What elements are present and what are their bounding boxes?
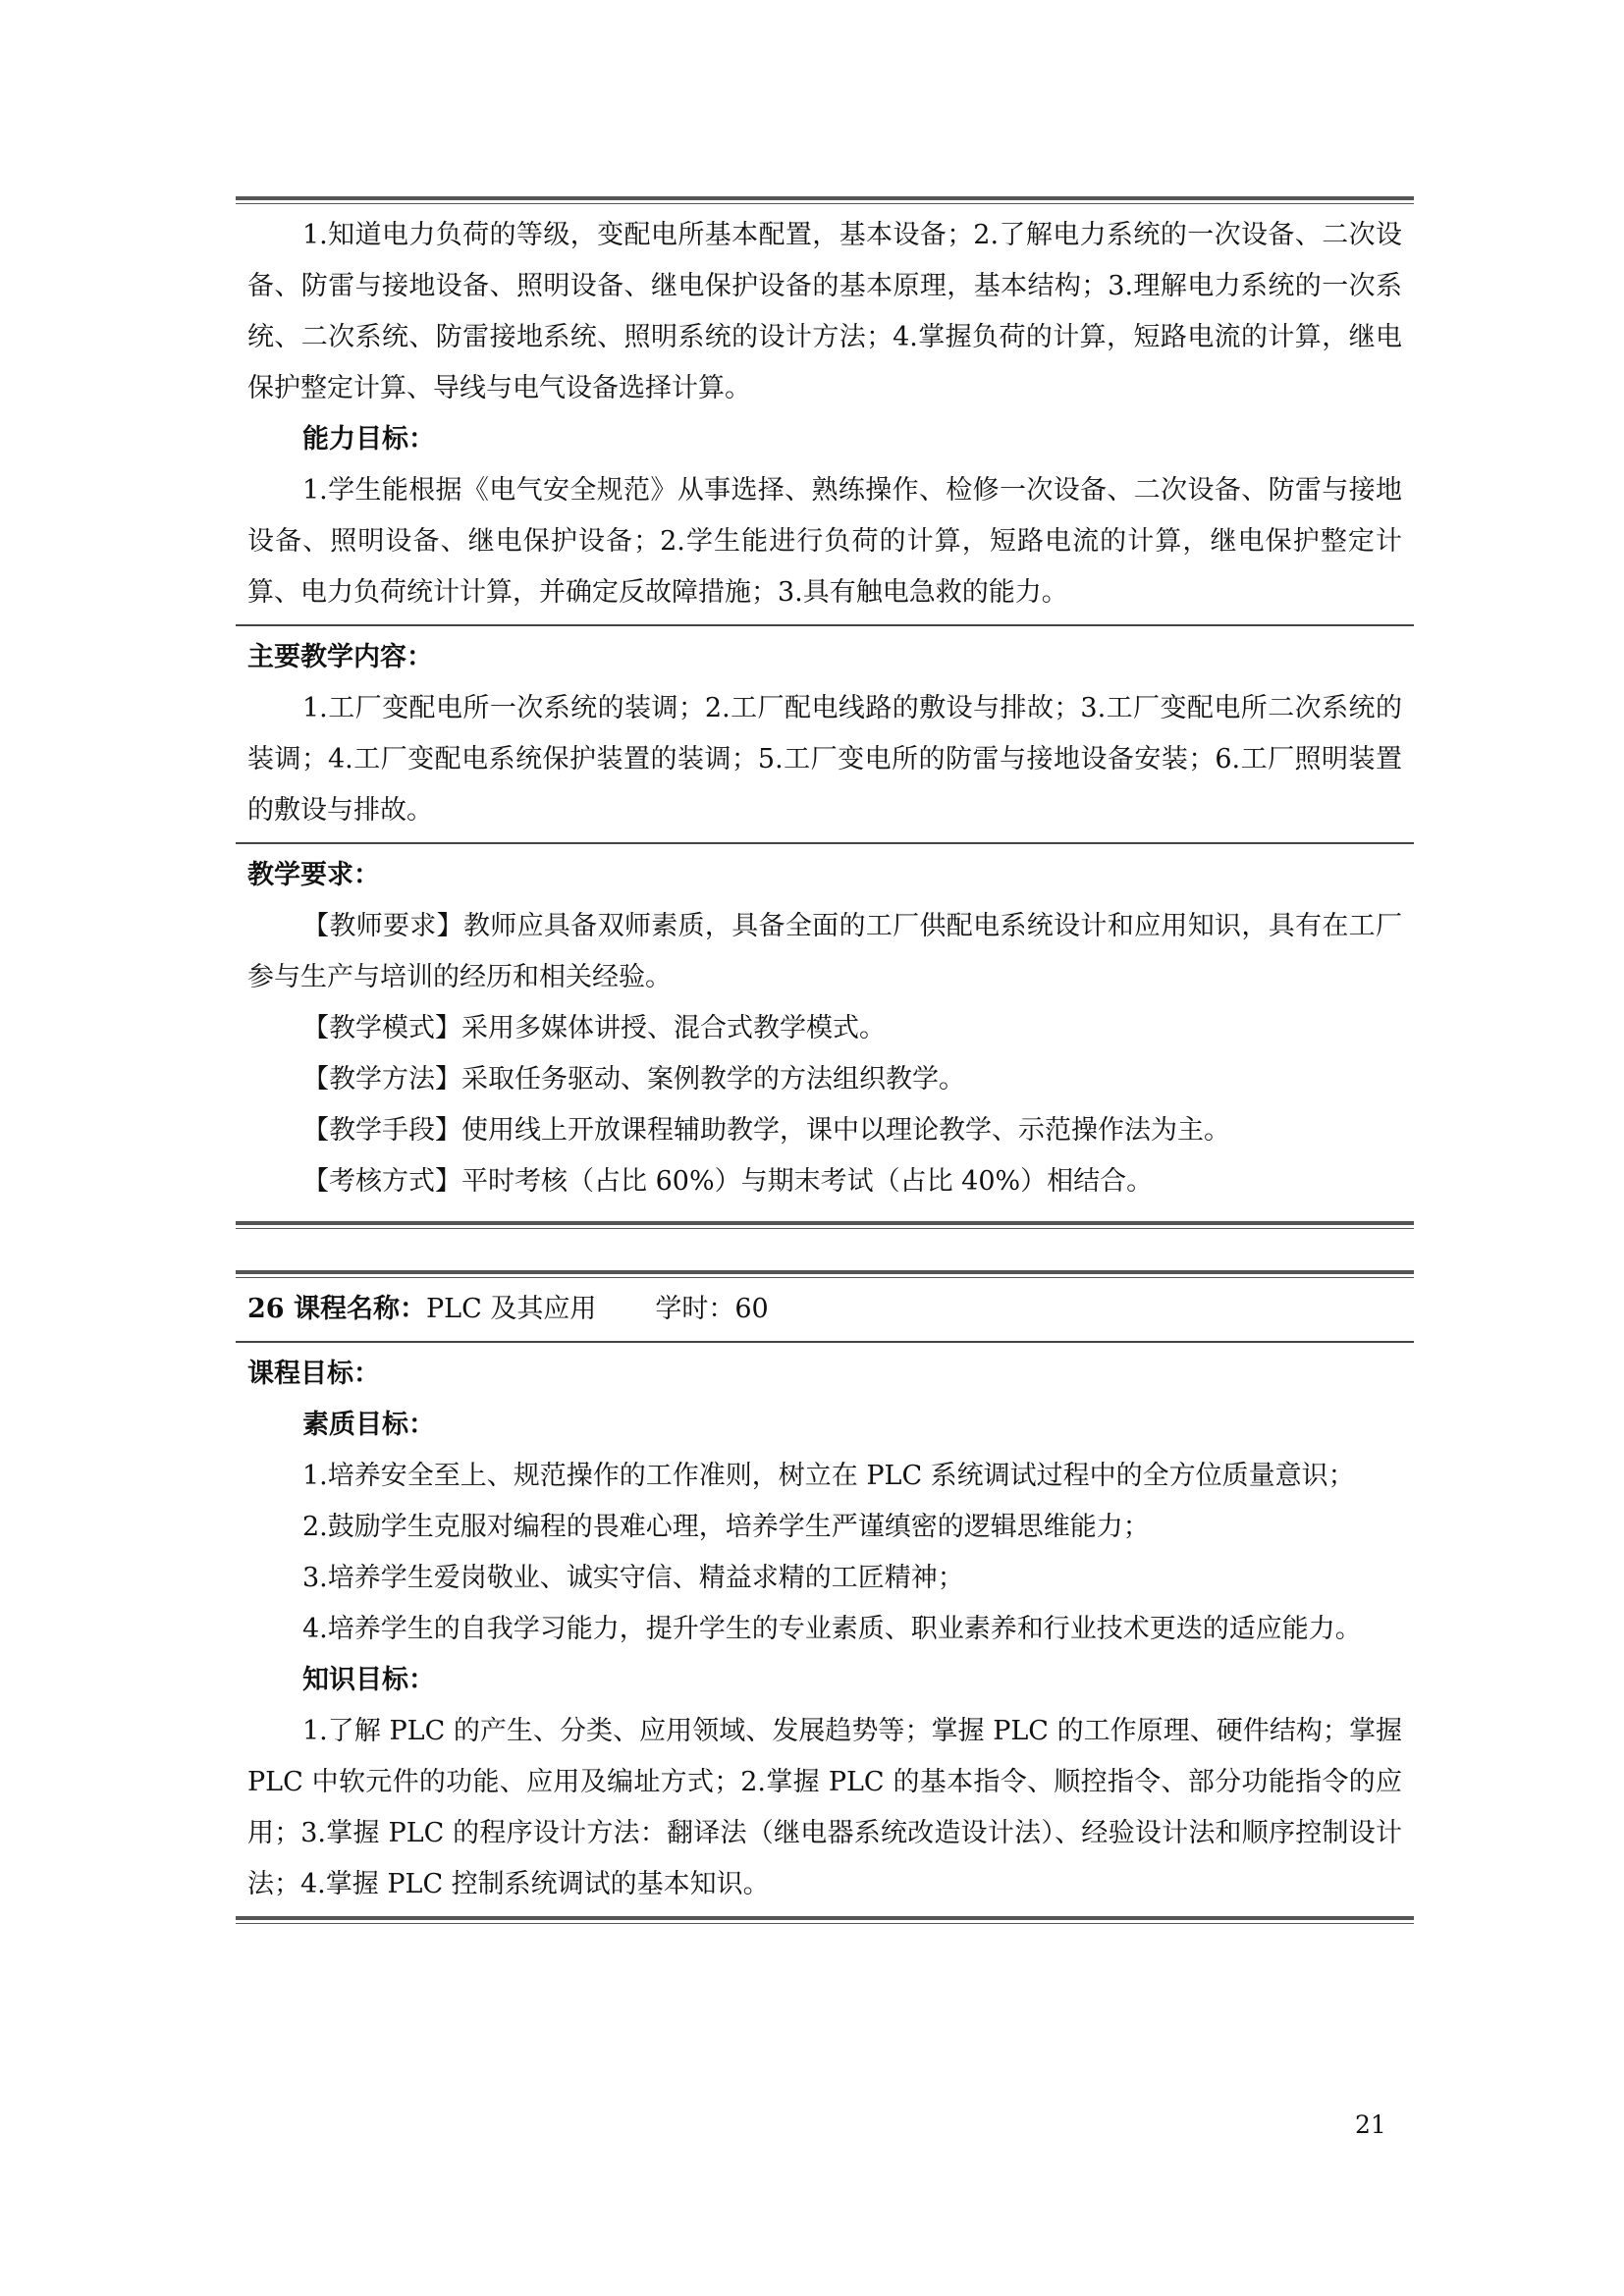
requirement-item: 【考核方式】平时考核（占比 60%）与期末考试（占比 40%）相结合。 [302, 1166, 1154, 1197]
page-number: 21 [1355, 2110, 1386, 2139]
requirement-item: 【教师要求】教师应具备双师素质，具备全面的工厂供配电系统设计和应用知识，具有在工厂参与生产与培训的经历和相关经验。 [247, 911, 1402, 992]
requirement-item: 【教学手段】使用线上开放课程辅助教学，课中以理论教学、示范操作法为主。 [302, 1115, 1230, 1146]
ability-paragraph: 1.学生能根据《电气安全规范》从事选择、熟练操作、检修一次设备、二次设备、防雷与接地设备、照明设备、继电保护设备；2.学生能进行负荷的计算，短路电流的计算，继电保护整定计算、电力负荷统计计算，并确定反故障措施；3.具有触电急救的能力。 [247, 475, 1402, 608]
requirements-heading: 教学要求： [247, 860, 380, 890]
course-hours-label: 学时： [655, 1294, 735, 1324]
content-section [236, 626, 1414, 842]
course-title-row [236, 1278, 1414, 1341]
course-name: PLC 及其应用 [425, 1294, 597, 1324]
quality-item: 1.培养安全至上、规范操作的工作准则，树立在 PLC 系统调试过程中的全方位质量意识； [302, 1461, 1355, 1491]
knowledge-paragraph: 1.知道电力负荷的等级，变配电所基本配置，基本设备；2.了解电力系统的一次设备、二次设备、防雷与接地设备、照明设备、继电保护设备的基本原理，基本结构；3.理解电力系统的一次系统、二次系统、防雷接地系统、照明系统的设计方法；4.掌握负荷的计算，短路电流的计算，继电保护整定计算、导线与电气设备选择计算。 [247, 220, 1402, 403]
quality-heading: 素质目标： [302, 1410, 435, 1440]
quality-item: 4.培养学生的自我学习能力，提升学生的专业素质、职业素养和行业技术更迭的适应能力。 [302, 1614, 1362, 1644]
double-rule-3 [236, 1270, 1414, 1278]
course-knowledge-paragraph: 1.了解 PLC 的产生、分类、应用领域、发展趋势等；掌握 PLC 的工作原理、硬件结构；掌握 PLC 中软元件的功能、应用及编址方式；2.掌握 PLC 的基本指令、顺控指令、部分功能指令的应用；3.掌握 PLC 的程序设计方法：翻译法（继电器系统改造设计法）、经验设计法和顺序控制设计法；4.掌握 PLC 控制系统调试的基本知识。 [247, 1716, 1402, 1899]
requirements-section [236, 844, 1414, 1213]
course-goals-section [236, 1343, 1414, 1916]
bottom-double-rule [236, 1916, 1414, 1924]
course-hours: 60 [734, 1294, 769, 1324]
course-number-label: 26 课程名称： [247, 1294, 426, 1324]
content-paragraph: 1.工厂变配电所一次系统的装调；2.工厂配电线路的敷设与排故；3.工厂变配电所二次系统的装调；4.工厂变配电系统保护装置的装调；5.工厂变电所的防雷与接地设备安装；6.工厂照明装置的敷设与排故。 [247, 693, 1402, 826]
block1-section [236, 204, 1414, 624]
document-page [236, 196, 1414, 1924]
content-heading: 主要教学内容： [247, 642, 433, 672]
spacer [236, 1229, 1414, 1270]
knowledge-heading: 知识目标： [302, 1665, 435, 1695]
quality-item: 2.鼓励学生克服对编程的畏难心理，培养学生严谨缜密的逻辑思维能力； [302, 1512, 1150, 1542]
top-double-rule [236, 196, 1414, 204]
requirement-item: 【教学方法】采取任务驱动、案例教学的方法组织教学。 [302, 1064, 965, 1095]
goals-heading: 课程目标： [247, 1359, 380, 1389]
requirement-item: 【教学模式】采用多媒体讲授、混合式教学模式。 [302, 1013, 886, 1043]
double-rule-2 [236, 1221, 1414, 1229]
quality-item: 3.培养学生爱岗敬业、诚实守信、精益求精的工匠精神； [302, 1563, 964, 1593]
ability-heading: 能力目标： [302, 424, 435, 454]
course-title-line [247, 1284, 1402, 1335]
